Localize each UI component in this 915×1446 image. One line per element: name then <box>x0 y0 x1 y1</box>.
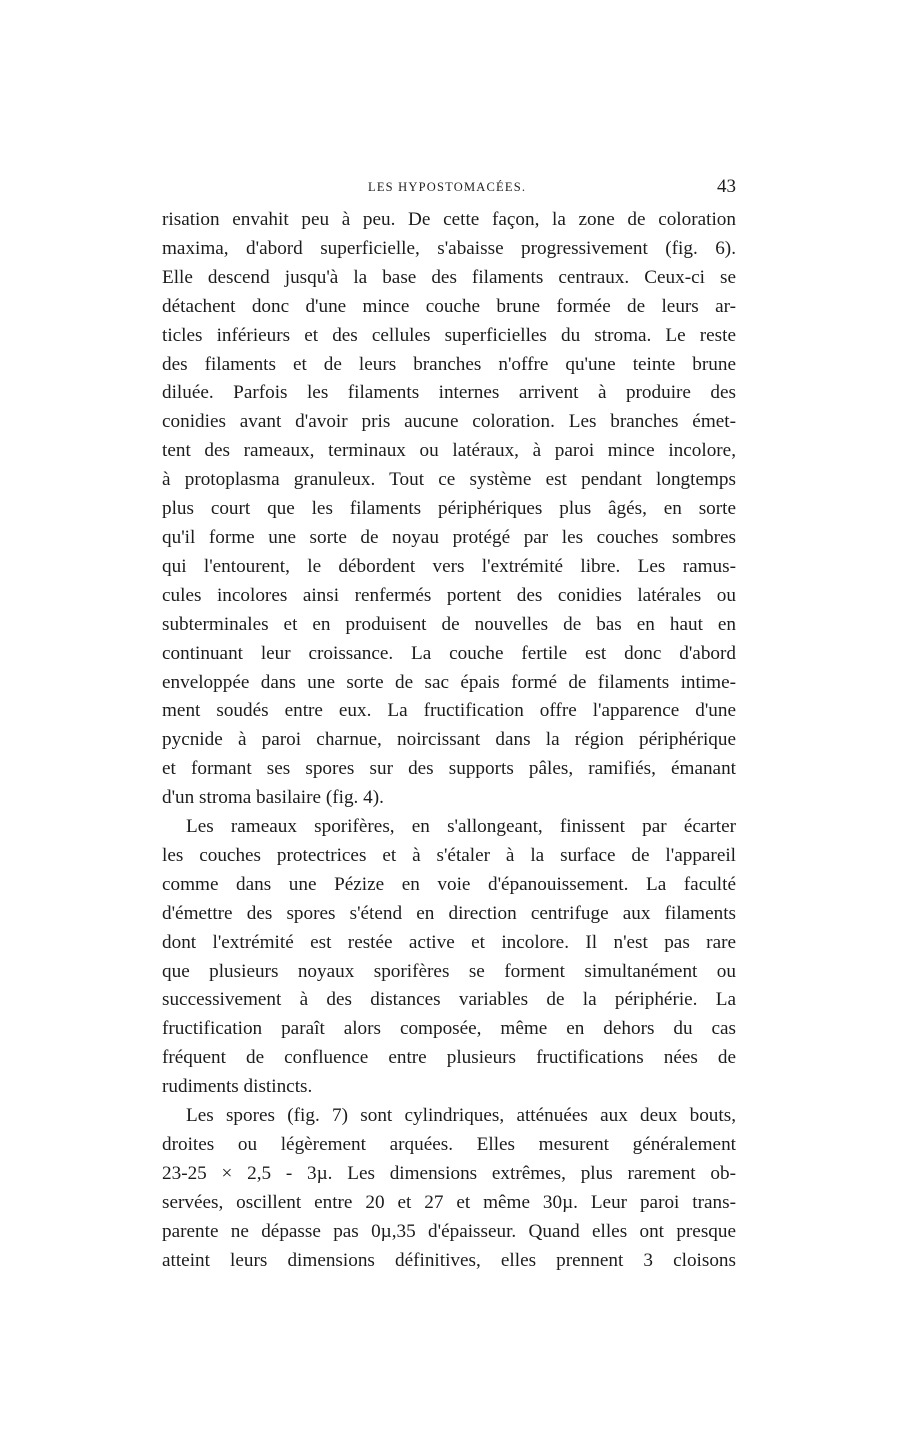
text-line: à protoplasma granuleux. Tout ce système est pendant longtemps <box>162 469 736 491</box>
text-line: subterminales et en produisent de nouvelles de bas en haut en <box>162 613 736 635</box>
paragraph-1 <box>162 206 736 813</box>
text-line: que plusieurs noyaux sporifères se forment simultanément ou <box>162 960 736 982</box>
text-line: d'un stroma basilaire (fig. 4). <box>162 787 384 809</box>
text-line: tent des rameaux, terminaux ou latéraux, à paroi mince incolore, <box>162 440 736 462</box>
text-line: comme dans une Pézize en voie d'épanouissement. La faculté <box>162 873 736 895</box>
text-line: enveloppée dans une sorte de sac épais formé de filaments intime- <box>162 671 736 693</box>
text-line: rudiments distincts. <box>162 1076 313 1098</box>
book-page <box>162 176 736 1276</box>
text-line: fréquent de confluence entre plusieurs fructifications nées de <box>162 1047 736 1069</box>
text-line: les couches protectrices et à s'étaler à la surface de l'appareil <box>162 844 736 866</box>
page-number: 43 <box>717 176 736 197</box>
running-head <box>162 176 736 206</box>
paragraph-3 <box>162 1102 736 1275</box>
text-line: et formant ses spores sur des supports pâles, ramifiés, émanant <box>162 758 736 780</box>
text-line: fructification paraît alors composée, même en dehors du cas <box>162 1018 736 1040</box>
text-line: plus court que les filaments périphériques plus âgés, en sorte <box>162 498 736 520</box>
text-line: successivement à des distances variables de la périphérie. La <box>162 989 736 1011</box>
text-line: parente ne dépasse pas 0µ,35 d'épaisseur. Quand elles ont presque <box>162 1220 736 1242</box>
text-line: Les rameaux sporifères, en s'allongeant, finissent par écarter <box>186 816 736 838</box>
text-line: servées, oscillent entre 20 et 27 et même 30µ. Leur paroi trans- <box>162 1191 736 1213</box>
text-line: qu'il forme une sorte de noyau protégé par les couches sombres <box>162 526 736 548</box>
text-line: détachent donc d'une mince couche brune formée de leurs ar- <box>162 295 736 317</box>
text-line: atteint leurs dimensions définitives, elles prennent 3 cloisons <box>162 1249 736 1271</box>
text-line: des filaments et de leurs branches n'offre qu'une teinte brune <box>162 353 736 375</box>
text-line: droites ou légèrement arquées. Elles mesurent généralement <box>162 1134 736 1155</box>
text-line: Elle descend jusqu'à la base des filaments centraux. Ceux-ci se <box>162 266 736 288</box>
running-title: LES HYPOSTOMACÉES. <box>368 180 527 194</box>
text-line: maxima, d'abord superficielle, s'abaisse progressivement (fig. 6). <box>162 237 736 259</box>
text-line: cules incolores ainsi renfermés portent des conidies latérales ou <box>162 584 736 606</box>
text-line: continuant leur croissance. La couche fertile est donc d'abord <box>162 642 736 664</box>
text-line: risation envahit peu à peu. De cette façon, la zone de coloration <box>162 209 736 230</box>
text-line: ticles inférieurs et des cellules superficielles du stroma. Le reste <box>162 324 736 346</box>
text-line: dont l'extrémité est restée active et incolore. Il n'est pas rare <box>162 931 736 953</box>
text-line: ment soudés entre eux. La fructification offre l'apparence d'une <box>162 700 736 722</box>
paragraph-2 <box>162 813 736 1102</box>
text-line: qui l'entourent, le débordent vers l'extrémité libre. Les ramus- <box>162 555 736 577</box>
text-line: Les spores (fig. 7) sont cylindriques, atténuées aux deux bouts, <box>186 1105 736 1127</box>
text-line: diluée. Parfois les filaments internes arrivent à produire des <box>162 382 736 404</box>
text-line: pycnide à paroi charnue, noircissant dans la région périphérique <box>162 729 736 751</box>
text-line: d'émettre des spores s'étend en direction centrifuge aux filaments <box>162 902 736 924</box>
text-line: conidies avant d'avoir pris aucune coloration. Les branches émet- <box>162 411 736 433</box>
text-line: 23-25 × 2,5 - 3µ. Les dimensions extrêmes, plus rarement ob- <box>162 1162 736 1184</box>
